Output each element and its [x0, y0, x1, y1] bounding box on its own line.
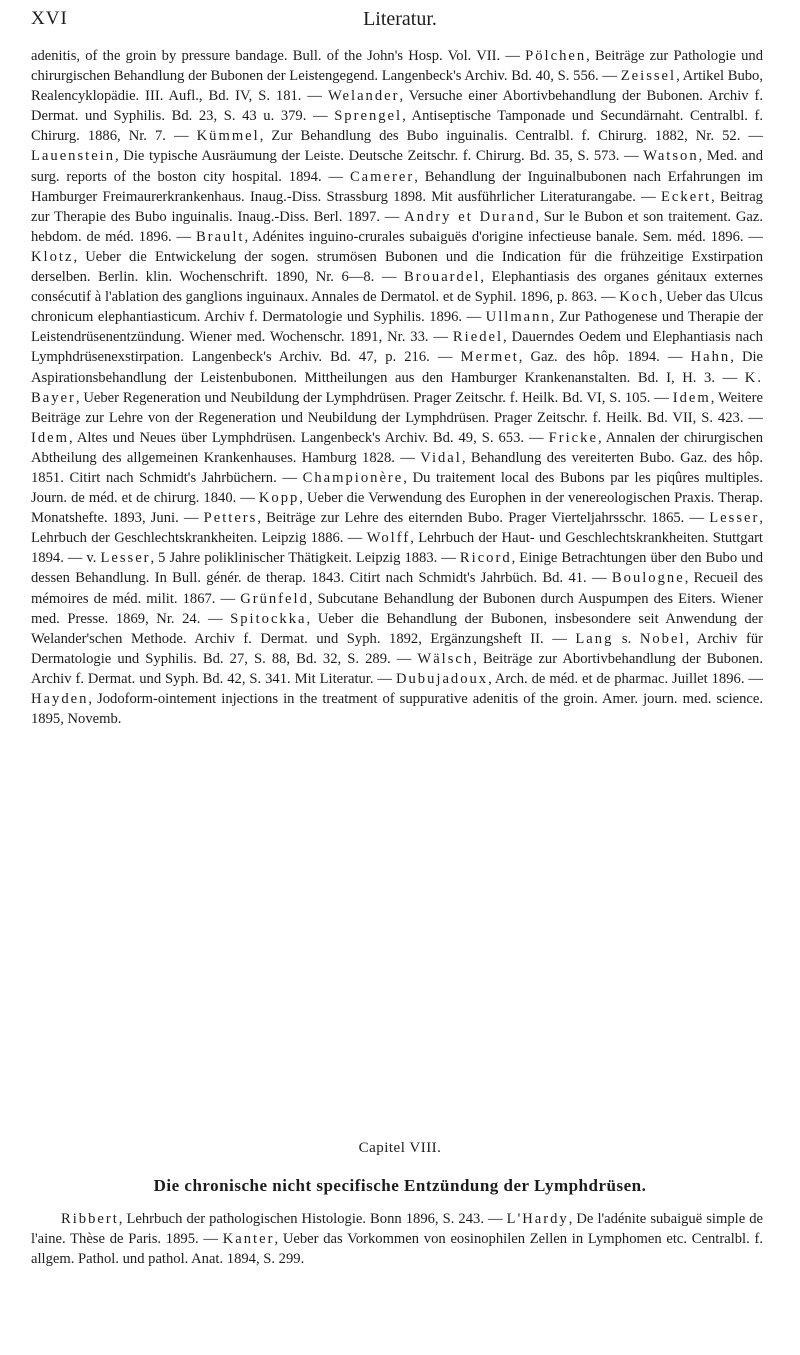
- citation-text: , Adénites inguino-crurales subaiguës d'origine infectieuse banale. Sem. méd. 1896. —: [244, 228, 763, 245]
- author-name: Ribbert: [61, 1211, 119, 1227]
- author-name: K. Bayer: [31, 369, 763, 406]
- citation-text: , Ueber die Behandlung der Bubonen, insbesondere seit Anwendung der Welander'schen Methode. Archiv f. Dermat. und Syph. 1892, Ergänzungsheft II. —: [31, 610, 763, 647]
- citation-text: , Artikel Bubo, Realencyklopädie. III. Aufl., Bd. IV, S. 181. —: [31, 68, 764, 105]
- citation-text: , Gaz. des hôp. 1894. —: [518, 349, 691, 366]
- citation-text: , Ueber die Entwickelung der sogen. strumösen Bubonen und die Indication für die frühzeitige Exstirpation derselben. Berlin. klin. Wochenschrift. 1890, Nr. 6—8. —: [31, 248, 763, 286]
- author-name: Grünfeld: [240, 590, 309, 607]
- author-name: Ullmann: [485, 309, 551, 326]
- citation-text: , Du traitement local des Bubons par les piqûres multiples. Journ. de méd. et de chirurg. 1840. —: [31, 469, 763, 507]
- citation-text: , Beitrag zur Therapie des Bubo inguinalis. Inaug.-Diss. Berl. 1897. —: [31, 188, 763, 225]
- citation-text: , Subcutane Behandlung der Bubonen durch Auspumpen des Eiters. Wiener med. Presse. 1869, Nr. 24. —: [31, 590, 763, 627]
- citation-text: , Zur Pathogenese und Therapie der Leistendrüsenentzündung. Wiener med. Wochenschr. 1891, Nr. 33. —: [31, 309, 763, 346]
- author-name: Hayden: [31, 691, 89, 707]
- author-name: Nobel: [639, 630, 686, 647]
- citation-text: , 5 Jahre poliklinischer Thätigkeit. Leipzig 1883. —: [150, 550, 460, 567]
- citation-text: , Zur Behandlung des Bubo inguinalis. Centralbl. f. Chirurg. 1882, Nr. 52. —: [259, 128, 763, 145]
- author-name: Hahn: [690, 349, 731, 366]
- citation-text: , Ueber Regeneration und Neubildung der Lymphdrüsen. Prager Zeitschr. f. Heilk. Bd. VI, S. 105. —: [75, 389, 673, 406]
- citation-text: , Ueber das Ulcus chronicum elephantiasticum. Archiv f. Dermatologie und Syphilis. 1896. —: [31, 289, 763, 326]
- author-name: Kanter: [222, 1231, 275, 1248]
- citation-text: s.: [613, 630, 640, 647]
- citation-text: , Lehrbuch der Haut- und Geschlechtskrankheiten. Stuttgart 1894. — v.: [31, 530, 763, 567]
- citation-text: , Archiv für Dermatologie und Syphilis. Bd. 27, S. 88, Bd. 32, S. 289. —: [31, 630, 764, 667]
- author-name: Wolff: [366, 530, 411, 547]
- citation-text: , Behandlung der Inguinalbubonen nach Erfahrungen im Hamburger Freimaurerkrankenhaus. Inaug.-Diss. Strassburg 1898. Mit ausführlicher Literaturangabe. —: [31, 168, 763, 205]
- author-name: Lauenstein: [31, 148, 116, 165]
- author-name: Eckert: [661, 188, 712, 205]
- citation-text: , Beiträge zur Lehre des eiternden Bubo. Prager Vierteljahrsschr. 1865. —: [257, 510, 710, 527]
- citation-text: adenitis, of the groin by pressure bandage. Bull. of the John's Hosp. Vol. VII. —: [31, 48, 526, 64]
- author-name: Andry et Durand: [404, 208, 536, 225]
- author-name: Dubujadoux: [395, 670, 489, 687]
- citation-text: , Weitere Beiträge zur Lehre von der Regeneration und Neubildung der Lymphdrüsen. Prager Zeitschr. f. Heilk. Bd. VII, S. 423. —: [31, 389, 764, 426]
- citation-text: , Lehrbuch der pathologischen Histologie. Bonn 1896, S. 243. —: [118, 1211, 507, 1227]
- author-name: Watson: [643, 148, 699, 165]
- citation-text: , Einige Betrachtungen über den Bubo und dessen Behandlung. In Bull. génér. de therap. 1843. Citirt nach Schmidt's Jahrbüch. Bd. 41. —: [31, 550, 764, 587]
- citation-text: , Altes und Neues über Lymphdrüsen. Langenbeck's Archiv. Bd. 49, S. 653. —: [69, 429, 549, 446]
- author-name: Kümmel: [196, 128, 260, 145]
- running-title: Literatur.: [363, 8, 437, 30]
- citation-text: , Recueil des mémoires de méd. milit. 1867. —: [31, 570, 763, 607]
- citation-text: , Jodoform-ointement injections in the treatment of suppurative adenitis of the groin. Amer. journ. med. science. 1895, Novemb.: [31, 691, 763, 728]
- citation-text: , Sur le Bubon et son traitement. Gaz. hebdom. de méd. 1896. —: [31, 208, 763, 245]
- author-name: Koch: [619, 289, 659, 306]
- author-name: Idem: [31, 429, 69, 446]
- author-name: Ricord: [459, 550, 512, 567]
- citation-text: , Elephantiasis des organes génitaux externes consécutif à l'ablation des ganglions inguinaux. Annales de Dermatol. et de Syphil. 1896, p. 863. —: [31, 269, 763, 306]
- citation-text: , Annalen der chirurgischen Abtheilung des allgemeinen Krankenhauses. Hamburg 1828. —: [31, 429, 763, 466]
- section-heading: Die chronische nicht specifische Entzündung der Lymphdrüsen.: [153, 1176, 647, 1195]
- page-header: [0, 6, 800, 36]
- author-name: Lang: [575, 630, 614, 647]
- citation-text: , Arch. de méd. et de pharmac. Juillet 1896. —: [488, 670, 763, 687]
- author-name: Klotz: [31, 248, 74, 265]
- citation-text: , Beiträge zur Abortivbehandlung der Bubonen. Archiv f. Dermat. und Syph. Bd. 42, S. 341. Mit Literatur. —: [31, 650, 763, 687]
- author-name: Vidal: [420, 449, 462, 466]
- page-number: XVI: [31, 8, 68, 29]
- citation-text: , De l'adénite subaiguë simple de l'aine. Thèse de Paris. 1895. —: [31, 1211, 763, 1248]
- author-name: L'Hardy: [506, 1211, 569, 1227]
- chapter-heading: Capitel VIII.: [358, 1140, 442, 1156]
- author-name: Petters: [203, 510, 258, 527]
- citation-text: , Versuche einer Abortivbehandlung der Bubonen. Archiv f. Dermat. und Syphilis. Bd. 23, S. 43 u. 379. —: [31, 88, 763, 125]
- author-name: Brault: [195, 228, 245, 245]
- author-name: Pölchen: [525, 48, 587, 64]
- author-name: Mermet: [460, 349, 519, 366]
- author-name: Fricke: [548, 429, 598, 446]
- bibliography-paragraph: [31, 46, 763, 729]
- author-name: Zeissel: [620, 68, 677, 85]
- author-name: Wälsch: [417, 650, 474, 667]
- author-name: Boulogne: [611, 570, 685, 587]
- citation-text: , Ueber das Vorkommen von eosinophilen Zellen in Lymphomen etc. Centralbl. f. allgem. Pathol. und pathol. Anat. 1894, S. 299.: [31, 1231, 764, 1268]
- citation-text: , Dauerndes Oedem und Elephantiasis nach Lymphdrüsenexstirpation. Langenbeck's Archiv. Bd. 47, p. 216. —: [31, 329, 763, 366]
- author-name: Championère: [302, 469, 404, 486]
- author-name: Spitockka: [230, 610, 307, 627]
- citation-text: , Die typische Ausräumung der Leiste. Deutsche Zeitschr. f. Chirurg. Bd. 35, S. 573. —: [115, 148, 644, 165]
- author-name: Idem: [672, 389, 711, 406]
- citation-text: , Beiträge zur Pathologie und chirurgischen Behandlung der Bubonen der Leistengegend. Langenbeck's Archiv. Bd. 40, S. 556. —: [31, 48, 763, 85]
- citation-text: , Antiseptische Tamponade und Secundärnaht. Centralbl. f. Chirurg. 1886, Nr. 7. —: [31, 108, 764, 145]
- bibliography-paragraph-chapter-8: [31, 1209, 763, 1269]
- author-name: Sprengel: [334, 108, 403, 125]
- citation-text: , Behandlung des vereiterten Bubo. Gaz. des hôp. 1851. Citirt nach Schmidt's Jahrbüchern. —: [31, 449, 763, 486]
- author-name: Lesser: [100, 550, 151, 567]
- author-name: Welander: [327, 88, 400, 105]
- citation-text: , Lehrbuch der Geschlechtskrankheiten. Leipzig 1886. —: [31, 510, 763, 547]
- author-name: Brouardel: [404, 269, 481, 286]
- author-name: Camerer: [349, 168, 415, 185]
- citation-text: , Ueber die Verwendung des Europhen in der venereologischen Praxis. Therap. Monatshefte. 1893, Juni. —: [31, 490, 763, 527]
- author-name: Riedel: [452, 329, 504, 346]
- citation-text: , Die Aspirationsbehandlung der Leistenbubonen. Mittheilungen aus den Hamburger Krankenanstalten. Bd. I, H. 3. —: [31, 349, 764, 386]
- author-name: Kopp: [258, 490, 300, 507]
- citation-text: , Med. and surg. reports of the boston city hospital. 1894. —: [31, 148, 763, 185]
- author-name: Lesser: [709, 510, 760, 527]
